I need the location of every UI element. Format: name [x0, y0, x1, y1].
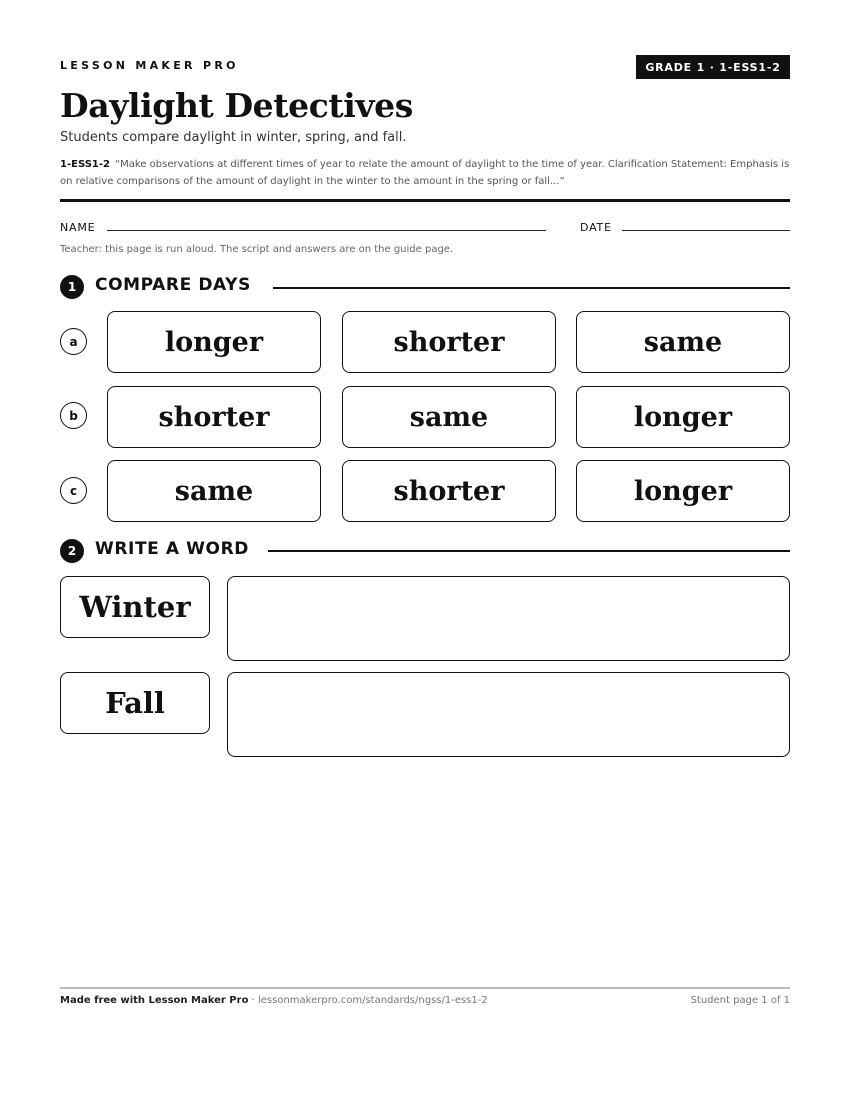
footer-made-with: Made free with Lesson Maker Pro — [60, 995, 249, 1006]
brand-name: LESSON MAKER PRO — [60, 59, 239, 72]
option-card[interactable]: shorter — [107, 386, 321, 448]
date-label: DATE — [580, 221, 612, 234]
standard-text: “Make observations at different times of year to relate the amount of daylight to the time of year. Clarification Statement: Emphasis is on relative comparisons of the amount of daylight in the winter to the amount in the spring or fall...” — [60, 159, 790, 187]
name-label: NAME — [60, 221, 96, 234]
option-card[interactable]: longer — [576, 460, 790, 522]
word-card-fall: Fall — [60, 672, 210, 734]
section-2-number: 2 — [60, 539, 84, 563]
footer-divider — [60, 987, 790, 989]
option-card[interactable]: same — [576, 311, 790, 373]
option-card[interactable]: longer — [576, 386, 790, 448]
standard-code: 1-ESS1-2 — [60, 159, 110, 170]
option-card[interactable]: shorter — [342, 311, 556, 373]
header-divider — [60, 199, 790, 202]
option-card[interactable]: shorter — [342, 460, 556, 522]
option-card[interactable]: longer — [107, 311, 321, 373]
footer-credit — [60, 995, 488, 1006]
footer-page-number: Student page 1 of 1 — [690, 995, 790, 1006]
word-card-winter: Winter — [60, 576, 210, 638]
section-1-number: 1 — [60, 275, 84, 299]
page-title: Daylight Detectives — [60, 86, 413, 125]
option-card[interactable]: same — [107, 460, 321, 522]
write-box-fall[interactable] — [227, 672, 790, 757]
option-card[interactable]: same — [342, 386, 556, 448]
section-2-title: WRITE A WORD — [95, 539, 249, 559]
date-field[interactable] — [622, 230, 790, 231]
standard-statement — [60, 156, 790, 190]
page-subtitle: Students compare daylight in winter, spring, and fall. — [60, 130, 407, 145]
section-2-divider — [268, 550, 790, 552]
row-letter-b: b — [60, 402, 87, 429]
footer-url[interactable]: · lessonmakerpro.com/standards/ngss/1-ess1-2 — [251, 995, 488, 1006]
teacher-note: Teacher: this page is run aloud. The script and answers are on the guide page. — [60, 244, 454, 255]
section-1-title: COMPARE DAYS — [95, 275, 251, 295]
section-1-divider — [273, 287, 790, 289]
name-field[interactable] — [107, 230, 546, 231]
row-letter-c: c — [60, 477, 87, 504]
worksheet-page — [60, 0, 790, 1100]
write-box-winter[interactable] — [227, 576, 790, 661]
grade-standard-badge: GRADE 1 · 1-ESS1-2 — [636, 55, 790, 79]
row-letter-a: a — [60, 328, 87, 355]
